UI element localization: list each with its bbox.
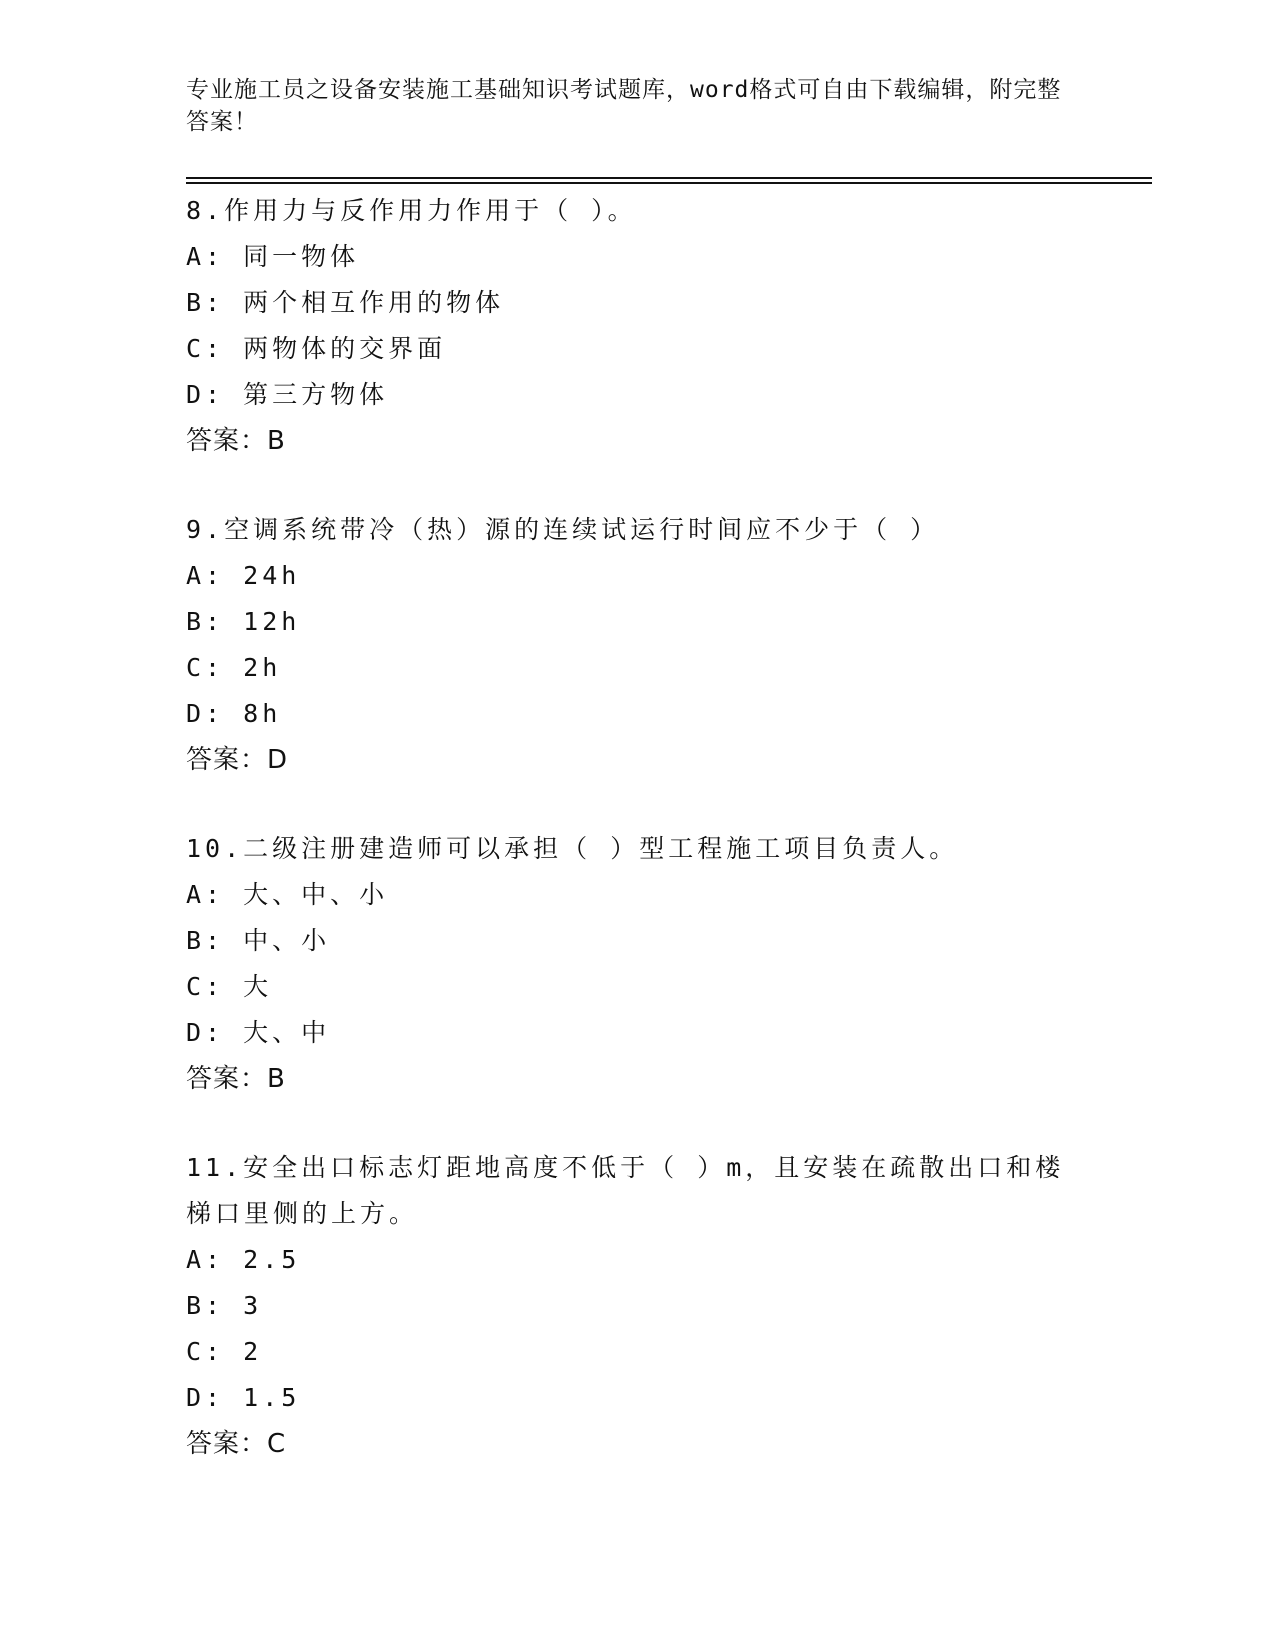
option-c: C: 2 xyxy=(186,1337,263,1366)
header-divider-top xyxy=(186,177,1152,179)
question-stem: 10.二级注册建造师可以承担（ ）型工程施工项目负责人。 xyxy=(186,834,959,863)
answer-line: 答案：C xyxy=(186,1429,287,1459)
answer-line: 答案：D xyxy=(186,745,289,775)
question-stem: 8.作用力与反作用力作用于（ ）。 xyxy=(186,196,637,225)
option-c: C: 2h xyxy=(186,653,282,682)
question-stem: 11.安全出口标志灯距地高度不低于（ ）m，且安装在疏散出口和楼梯口里侧的上方。 xyxy=(186,1153,1065,1228)
option-b: B: 中、小 xyxy=(186,926,331,955)
answer-line: 答案：B xyxy=(186,426,286,456)
option-c: C: 两物体的交界面 xyxy=(186,334,447,363)
option-b: B: 3 xyxy=(186,1291,263,1320)
option-d: D: 8h xyxy=(186,699,282,728)
question-11 xyxy=(186,1145,1086,1467)
question-list xyxy=(186,188,1086,1510)
answer-line: 答案：B xyxy=(186,1064,286,1094)
option-d: D: 第三方物体 xyxy=(186,380,389,409)
option-b: B: 两个相互作用的物体 xyxy=(186,288,505,317)
question-8 xyxy=(186,188,1086,464)
option-a: A: 大、中、小 xyxy=(186,880,389,909)
question-stem: 9.空调系统带冷（热）源的连续试运行时间应不少于（ ） xyxy=(186,515,940,544)
question-10 xyxy=(186,826,1086,1102)
question-9 xyxy=(186,507,1086,783)
document-header: 专业施工员之设备安装施工基础知识考试题库，word格式可自由下载编辑，附完整答案！ xyxy=(186,77,1062,135)
header-divider-bottom xyxy=(186,182,1152,184)
option-a: A: 2.5 xyxy=(186,1245,301,1274)
option-b: B: 12h xyxy=(186,607,301,636)
option-d: D: 大、中 xyxy=(186,1018,331,1047)
option-c: C: 大 xyxy=(186,972,273,1001)
option-a: A: 同一物体 xyxy=(186,242,360,271)
option-a: A: 24h xyxy=(186,561,301,590)
option-d: D: 1.5 xyxy=(186,1383,301,1412)
